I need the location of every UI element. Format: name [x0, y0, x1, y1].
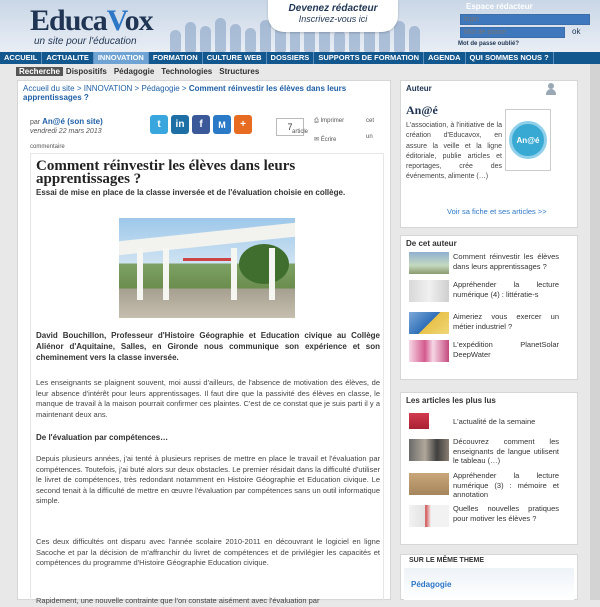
become-editor-text: Devenez rédacteur	[288, 3, 378, 14]
same-theme-title: SUR LE MÊME THEME	[409, 557, 485, 564]
user-icon	[545, 83, 557, 95]
gmail-icon[interactable]: M	[213, 115, 231, 134]
write-link[interactable]: ✉ Écrire	[314, 137, 337, 143]
most-read-link[interactable]: Découvrez comment les enseignants de langue utilisent le tableau (…)	[453, 437, 559, 465]
article-thumbnail[interactable]	[409, 312, 449, 334]
from-author-panel	[400, 235, 578, 380]
subnav-item-structures[interactable]: Structures	[219, 66, 260, 76]
most-read-title: Les articles les plus lus	[406, 396, 496, 405]
from-author-link[interactable]: Appréhender la lecture numérique (4) : littératie-s	[453, 280, 559, 299]
main-nav	[0, 52, 600, 64]
breadcrumb-sub[interactable]: Pédagogie	[141, 84, 180, 93]
author-panel-title: Auteur	[406, 84, 432, 93]
article-thumbnail[interactable]	[409, 280, 449, 302]
login-ok-button[interactable]: ok	[572, 27, 581, 36]
article-column	[17, 80, 391, 605]
right-margin	[590, 64, 600, 600]
most-read-link[interactable]: L'actualité de la semaine	[453, 417, 536, 426]
from-author-link[interactable]: Aimeriez vous exercer un métier industriel ?	[453, 312, 559, 331]
article-lead: David Bouchillon, Professeur d'Histoire Géographie et Education civique au Collège Aliénor d'Aquitaine, Salles, en Gironde nous communique son expérience et son cheminement vers la classe inversée.	[36, 331, 380, 362]
nav-item-qui-sommes-nous[interactable]: QUI SOMMES NOUS ?	[466, 52, 554, 64]
site-tagline: un site pour l'éducation	[34, 36, 137, 47]
nav-item-culture-web[interactable]: CULTURE WEB	[203, 52, 267, 64]
article-section-heading: De l'évaluation par compétences…	[36, 433, 169, 442]
same-theme-tag[interactable]: Pédagogie	[411, 580, 452, 589]
print-link[interactable]: ⎙ Imprimer	[314, 118, 345, 124]
from-author-title: De cet auteur	[406, 239, 457, 248]
author-logo[interactable]: An@é	[505, 109, 551, 171]
site-logo[interactable]: EducaVox	[30, 4, 153, 37]
login-title: Espace rédacteur	[466, 2, 533, 11]
nav-item-supports[interactable]: SUPPORTS DE FORMATION	[314, 52, 424, 64]
linkedin-icon[interactable]: in	[171, 115, 189, 134]
plus-icon[interactable]: +	[234, 115, 252, 134]
author-panel	[400, 80, 578, 228]
article-paragraph: Ces deux difficultés ont disparu avec l'année scolaire 2010-2011 en découvrant le logiciel en ligne Sacoche et par la décision de m'affranchir du livret de compétences et de privilégier les capacités et compétences du programme d'Histoire Géographie Education civique.	[36, 537, 380, 567]
from-author-link[interactable]: L'expédition PlanetSolar DeepWater	[453, 340, 559, 359]
article-thumbnail[interactable]	[409, 340, 449, 362]
twitter-icon[interactable]: t	[150, 115, 168, 134]
subnav-item-dispositifs[interactable]: Dispositifs	[65, 66, 107, 76]
subnav-item-pedagogie[interactable]: Pédagogie	[113, 66, 155, 76]
article-image	[119, 218, 295, 318]
login-panel	[450, 0, 600, 52]
byline	[30, 117, 134, 136]
subnav-item-recherche[interactable]: Recherche	[16, 67, 63, 76]
sub-nav	[0, 64, 600, 78]
byline-prefix: par	[30, 119, 41, 126]
article-thumbnail[interactable]	[409, 439, 449, 461]
become-editor-link[interactable]	[268, 0, 398, 32]
article-thumbnail[interactable]	[409, 505, 449, 527]
breadcrumb-current: Comment réinvestir les élèves dans leurs apprentissages ?	[23, 84, 347, 102]
article-content	[30, 153, 384, 605]
nav-item-innovation[interactable]: INNOVATION	[94, 52, 149, 64]
article-thumbnail[interactable]	[409, 413, 429, 429]
most-read-panel	[400, 392, 578, 545]
share-bar	[150, 115, 252, 134]
article-paragraph: Les enseignants se plaignent souvent, moi aussi d'ailleurs, de l'absence de motivation des élèves, de leur absence d'intérêt pour leurs apprentissages. Il faut dire que la passivité des élèves en classe, le manque de travail à la maison pourrait confirmer ces plaintes. C'est de ce constat que je suis parti il y a maintenant deux ans.	[36, 378, 380, 419]
same-theme-panel	[400, 554, 578, 600]
nav-item-dossiers[interactable]: DOSSIERS	[267, 52, 315, 64]
nav-item-accueil[interactable]: ACCUEIL	[0, 52, 42, 64]
breadcrumb-section[interactable]: INNOVATION	[83, 84, 133, 93]
author-link[interactable]: An@é (son site)	[42, 117, 103, 126]
author-name[interactable]: An@é	[406, 103, 438, 117]
from-author-link[interactable]: Comment réinvestir les élèves dans leurs apprentissages ?	[453, 252, 559, 271]
site-header	[0, 0, 600, 52]
nav-item-formation[interactable]: FORMATION	[149, 52, 203, 64]
subnav-item-technologies[interactable]: Technologies	[161, 66, 213, 76]
facebook-icon[interactable]: f	[192, 115, 210, 134]
breadcrumb-home[interactable]: Accueil du site	[23, 84, 75, 93]
article-thumbnail[interactable]	[409, 473, 449, 495]
most-read-link[interactable]: Quelles nouvelles pratiques pour motiver les élèves ?	[453, 504, 559, 523]
nav-item-agenda[interactable]: AGENDA	[424, 52, 466, 64]
article-paragraph: Depuis plusieurs années, j'ai tenté à plusieurs reprises de mettre en place le travail et l'évaluation par compétences. Toutefois, j'ai buté alors sur deux obstacles. Le premier résidait dans la difficulté d'utiliser le livret de compétences, très redondant notamment en Histoire Géographie et Education civique. Le second tenait à la difficulté de mettre en œuvre l'évaluation par compétences sans un outil informatique simple.	[36, 454, 380, 505]
publish-date: vendredi 22 mars 2013	[30, 128, 102, 135]
article-paragraph: Rapidement, une nouvelle contrainte que l'on constate aisément avec l'évaluation par	[36, 596, 320, 605]
most-read-link[interactable]: Appréhender la lecture numérique (3) : mémoire et annotation	[453, 471, 559, 499]
article-thumbnail[interactable]	[409, 252, 449, 274]
comment-label[interactable]: commentaire	[30, 144, 65, 150]
comment-counter: cet un	[366, 118, 375, 140]
article-title: Comment réinvestir les élèves dans leurs apprentissages ?	[36, 158, 296, 187]
forgot-password-link[interactable]: Mot de passe oublié?	[458, 41, 520, 47]
share-count: 7	[276, 118, 304, 136]
author-bio: L'association, à l'initiative de la création d'Educavox, en assure la veille et la ligne éditoriale, publie articles et reportages, crée des événements, alimente (…)	[406, 122, 502, 181]
register-text: Inscrivez-vous ici	[298, 14, 368, 24]
nav-item-actualite[interactable]: ACTUALITE	[42, 52, 94, 64]
login-input[interactable]	[460, 14, 590, 25]
author-profile-link[interactable]: Voir sa fiche et ses articles >>	[447, 207, 547, 216]
article-label: article	[292, 129, 309, 135]
article-subtitle: Essai de mise en place de la classe inversée et de l'évaluation choisie en collège.	[36, 188, 346, 197]
breadcrumb: Accueil du site > INNOVATION > Pédagogie > Comment réinvestir les élèves dans leurs apprentissages ?	[23, 84, 347, 102]
password-input[interactable]	[460, 27, 565, 38]
